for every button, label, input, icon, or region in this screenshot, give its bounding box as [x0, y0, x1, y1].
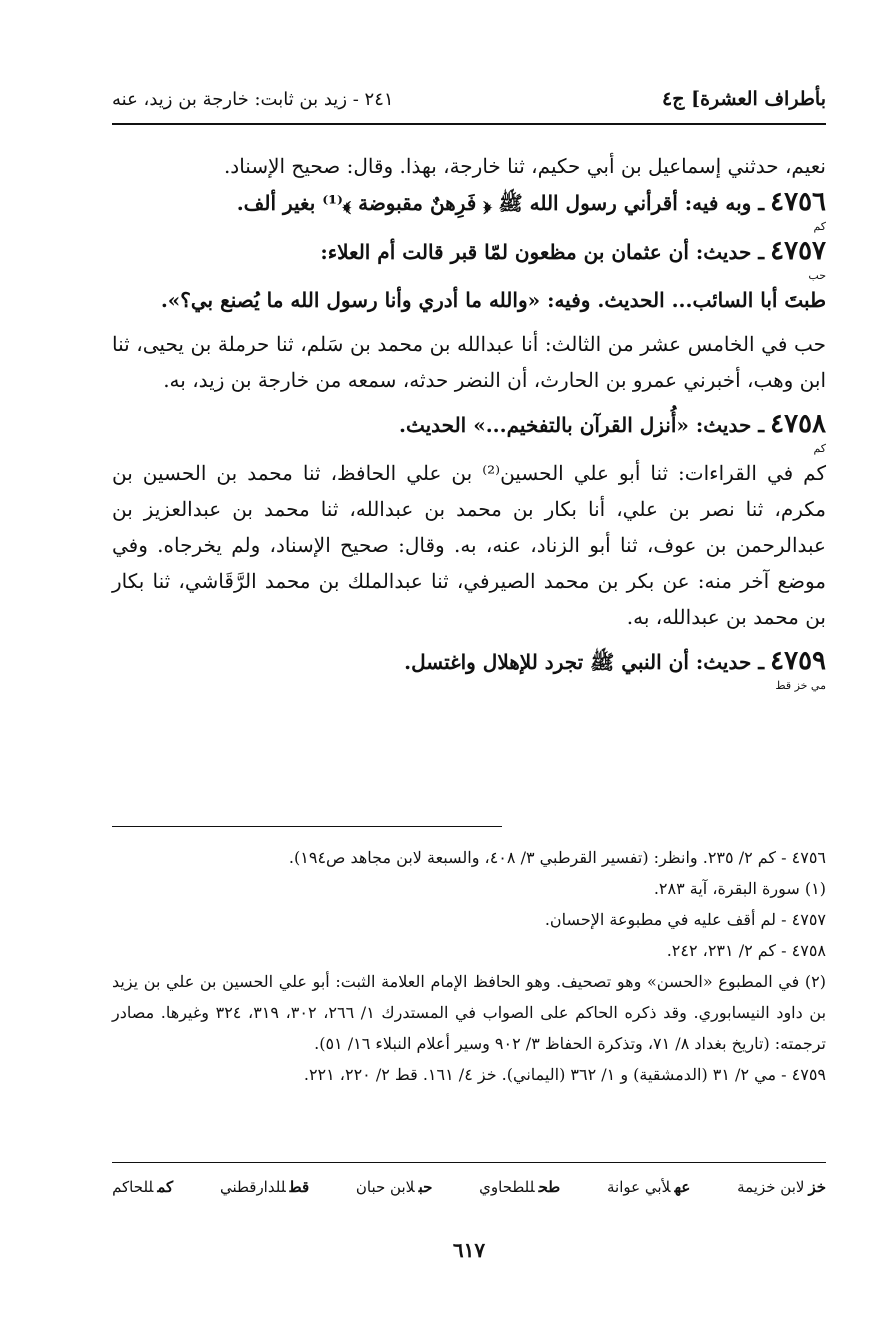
footnote: ٤٧٥٧ - لم أقف عليه في مطبوعة الإحسان.	[544, 910, 826, 929]
isnad-paragraph: كم في القراءات: ثنا أبو علي الحسين⁽²⁾ بن علي الحافظ، ثنا محمد بن الحسين بن مكرم، ثنا نصر بن علي، أنا بكار بن محمد بن عبدالله، ثنا محمد بن عبدالعزيز بن عبدالرحمن بن عوف، ثنا أبو الزناد، عنه، به. وقال: صحيح الإسناد، ولم يخرجاه. وفي موضع آخر منه: عن بكر بن محمد الصيرفي، ثنا عبدالملك بن محمد الرَّقَاشي، ثنا بكار بن محمد بن عبدالله، به.	[112, 461, 826, 629]
header-chapter-title: ٢٤١ - زيد بن ثابت: خارجة بن زيد، عنه	[112, 89, 394, 110]
hadith-text-continued: طبتَ أبا السائب... الحديث. وفيه: «والله ما أدري وأنا رسول الله ما يُصنع بي؟».	[160, 288, 826, 312]
hadith-number: ٤٧٥٦	[770, 187, 826, 217]
hadith-number: ٤٧٥٨	[770, 409, 826, 439]
header-rule	[112, 123, 826, 125]
legend-value: للدارقطني	[219, 1178, 286, 1196]
footnote: ٤٧٥٦ - كم ٢/ ٢٣٥. وانظر: (تفسير القرطبي ٣/ ٤٠٨، والسبعة لابن مجاهد ص١٩٤).	[288, 848, 826, 867]
hadith-4757	[112, 233, 826, 270]
footnote: ٤٧٥٨ - كم ٢/ ٢٣١، ٢٤٢.	[666, 941, 826, 960]
legend-item	[479, 1178, 560, 1196]
footnote: (٢) في المطبوع «الحسن» وهو تصحيف. وهو الحافظ الإمام العلامة الثبت: أبو علي الحسين بن علي بن يزيد بن داود النيسابوري. وقد ذكره الحاكم على الصواب في المستدرك ١/ ٢٦٦، ٣٠٢، ٣١٩، ٣٢٤ وغيرها. مصادر ترجمته: (تاريخ بغداد ٨/ ٧١، وتذكرة الحفاظ ٣/ ٩٠٢ وسير أعلام النبلاء ١٦/ ٥١).	[112, 972, 827, 1053]
legend-value: للحاكم	[112, 1178, 154, 1196]
hadith-text: ـ حديث: أن النبي ﷺ تجرد للإهلال واغتسل.	[404, 650, 765, 674]
running-header	[112, 70, 826, 110]
legend-key: حب	[418, 1178, 433, 1196]
legend-item	[112, 1178, 173, 1196]
hadith-4758	[112, 406, 826, 443]
hadith-text: ـ وبه فيه: أقرأني رسول الله ﷺ ﴿ فَرِهنٌ مقبوضة ﴾⁽¹⁾ بغير ألف.	[236, 191, 765, 215]
legend-item	[737, 1178, 826, 1196]
hadith-4756	[112, 184, 826, 221]
legend-value: لابن خزيمة	[737, 1178, 805, 1196]
source-siglum: مي خز قط	[775, 679, 826, 692]
footnote: ٤٧٥٩ - مي ٢/ ٣١ (الدمشقية) و ١/ ٣٦٢ (اليماني). خز ٤/ ١٦١. قط ٢/ ٢٢٠، ٢٢١.	[303, 1065, 826, 1084]
paragraph: نعيم، حدثني إسماعيل بن أبي حكيم، ثنا خارجة، بهذا. وقال: صحيح الإسناد.	[223, 154, 826, 178]
footnote: (١) سورة البقرة، آية ٢٨٣.	[653, 879, 826, 898]
legend-key: خز	[808, 1178, 826, 1196]
source-siglum: كم	[813, 220, 826, 233]
legend-item	[607, 1178, 690, 1196]
hadith-number: ٤٧٥٧	[770, 236, 826, 266]
hadith-text: ـ حديث: أن عثمان بن مظعون لمّا قبر قالت أم العلاء:	[320, 240, 765, 264]
legend-key: عه	[674, 1178, 691, 1196]
hadith-text: ـ حديث: «أُنزل القرآن بالتفخيم...» الحديث.	[399, 413, 765, 437]
page	[112, 0, 826, 1333]
legend-key: كم	[157, 1178, 174, 1196]
header-book-title: بأطراف العشرة] ج٤	[662, 88, 826, 110]
source-siglum: حب	[808, 269, 826, 282]
source-siglum: كم	[813, 442, 826, 455]
legend-key: طح	[538, 1178, 561, 1196]
page-number: ٦١٧	[452, 1238, 486, 1262]
legend-key: قط	[289, 1178, 310, 1196]
legend-rule	[112, 1162, 826, 1163]
legend-item	[356, 1178, 433, 1196]
isnad-paragraph: حب في الخامس عشر من الثالث: أنا عبدالله بن محمد بن سَلم، ثنا حرملة بن يحيى، ثنا ابن وهب، أخبرني عمرو بن الحارث، أن النضر حدثه، سمعه من خارجة بن زيد، به.	[112, 332, 826, 392]
legend-value: لابن حبان	[355, 1178, 415, 1196]
legend-value: لأبي عوانة	[606, 1178, 671, 1196]
footnote-rule	[112, 826, 502, 827]
hadith-4759	[112, 643, 826, 680]
footnotes	[112, 842, 826, 1090]
main-text	[112, 148, 826, 692]
legend-item	[220, 1178, 309, 1196]
legend-value: للطحاوي	[479, 1178, 535, 1196]
abbreviation-legend	[112, 1178, 826, 1196]
hadith-number: ٤٧٥٩	[770, 646, 826, 676]
